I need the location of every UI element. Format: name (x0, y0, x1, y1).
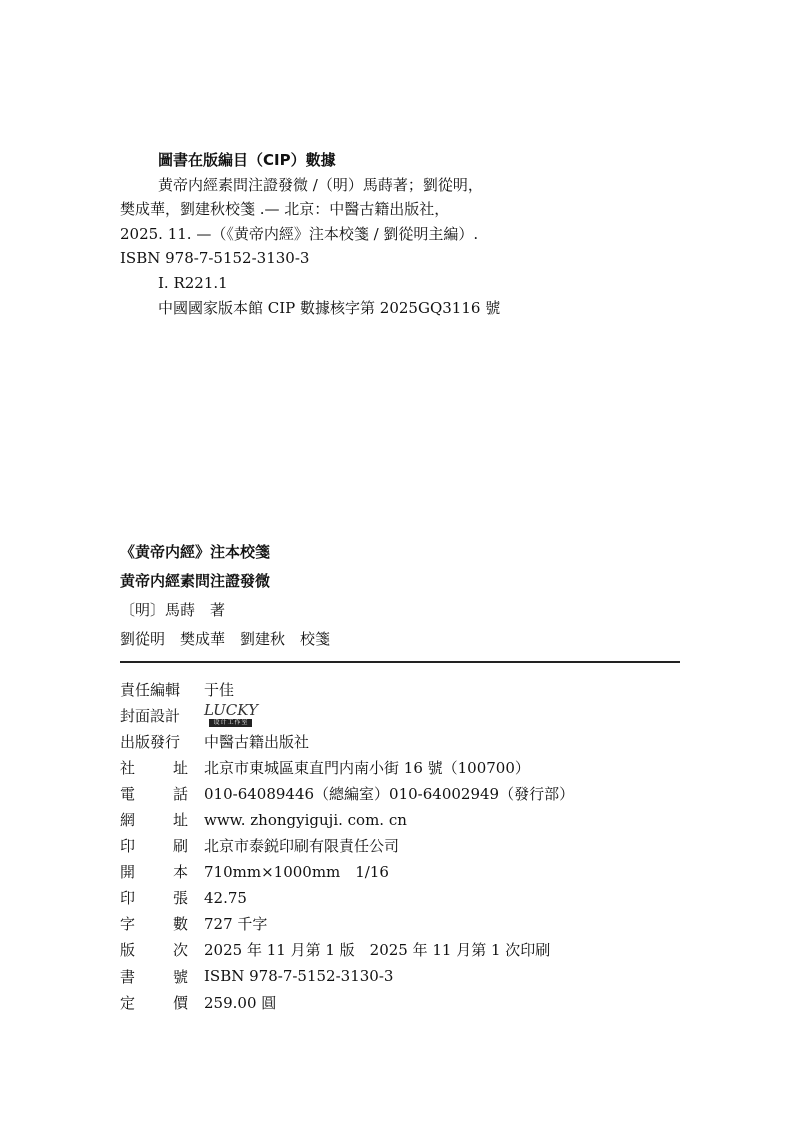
divider-rule (120, 661, 680, 663)
cip-block (120, 148, 600, 320)
info-label-editor: 責任編輯 (120, 680, 181, 699)
info-row-price (120, 989, 574, 1015)
info-value-words: 727 千字 (204, 915, 268, 934)
book-title: 黄帝内經素問注證發微 (120, 572, 271, 590)
cover-designer-logo (204, 703, 258, 727)
author-line: 〔明〕馬蒔 著 (120, 601, 226, 619)
info-value-publisher: 中醫古籍出版社 (204, 732, 310, 751)
publication-info (120, 676, 574, 1015)
info-value-edition: 2025 年 11 月第 1 版 2025 年 11 月第 1 次印刷 (204, 941, 551, 960)
series-name: 《黄帝内經》注本校箋 (120, 543, 271, 561)
info-label-printer: 印 刷 (120, 837, 188, 856)
cip-title: 圖書在版編目（CIP）數據 (158, 151, 336, 169)
series-block (120, 538, 330, 654)
info-row-phone (120, 780, 574, 806)
info-row-address (120, 754, 574, 780)
info-row-website (120, 806, 574, 832)
logo-subtitle: 设计工作室 (209, 719, 252, 727)
info-value-sheets: 42.75 (204, 888, 247, 907)
editors-line: 劉從明 樊成華 劉建秋 校箋 (120, 630, 331, 648)
info-label-format: 開 本 (120, 863, 188, 882)
info-label-price: 定 價 (120, 993, 188, 1012)
info-row-isbn (120, 963, 574, 989)
cip-line-record-number: 中國國家版本館 CIP 數據核字第 2025GQ3116 號 (158, 298, 501, 317)
info-value-price: 259.00 圓 (204, 993, 277, 1012)
cip-line-3: 2025. 11. —（《黄帝内經》注本校箋 / 劉從明主編）. (120, 224, 479, 243)
info-row-words (120, 911, 574, 937)
info-value-isbn: ISBN 978-7-5152-3130-3 (204, 967, 394, 986)
info-label-cover: 封面設計 (120, 706, 181, 725)
info-row-publisher (120, 728, 574, 754)
info-row-sheets (120, 885, 574, 911)
info-row-editor (120, 676, 574, 702)
info-value-printer: 北京市泰鋭印刷有限責任公司 (204, 837, 400, 856)
info-value-website: www. zhongyiguji. com. cn (204, 810, 407, 829)
cip-line-2: 樊成華，劉建秋校箋 .— 北京：中醫古籍出版社， (120, 200, 450, 219)
info-label-isbn: 書 號 (120, 967, 188, 986)
info-label-publisher: 出版發行 (120, 732, 181, 751)
info-label-edition: 版 次 (120, 941, 188, 960)
info-label-sheets: 印 張 (120, 889, 188, 908)
info-row-printer (120, 833, 574, 859)
info-value-phone: 010-64089446（總編室）010-64002949（發行部） (204, 784, 575, 803)
info-row-format (120, 859, 574, 885)
info-row-cover (120, 702, 574, 728)
info-value-format: 710mm×1000mm 1/16 (204, 863, 389, 882)
cip-line-isbn: ISBN 978-7-5152-3130-3 (120, 249, 310, 268)
info-value-editor: 于佳 (204, 680, 235, 699)
info-row-edition (120, 937, 574, 963)
info-label-website: 網 址 (120, 811, 188, 830)
logo-word: LUCKY (204, 701, 258, 720)
info-value-address: 北京市東城區東直門内南小街 16 號（100700） (204, 758, 530, 777)
info-label-phone: 電 話 (120, 784, 188, 803)
cip-line-1: 黄帝内經素問注證發微 /（明）馬蒔著；劉從明， (158, 175, 483, 194)
info-label-words: 字 數 (120, 915, 188, 934)
cip-line-classification: Ⅰ. R221.1 (158, 273, 228, 292)
info-label-address: 社 址 (120, 758, 188, 777)
